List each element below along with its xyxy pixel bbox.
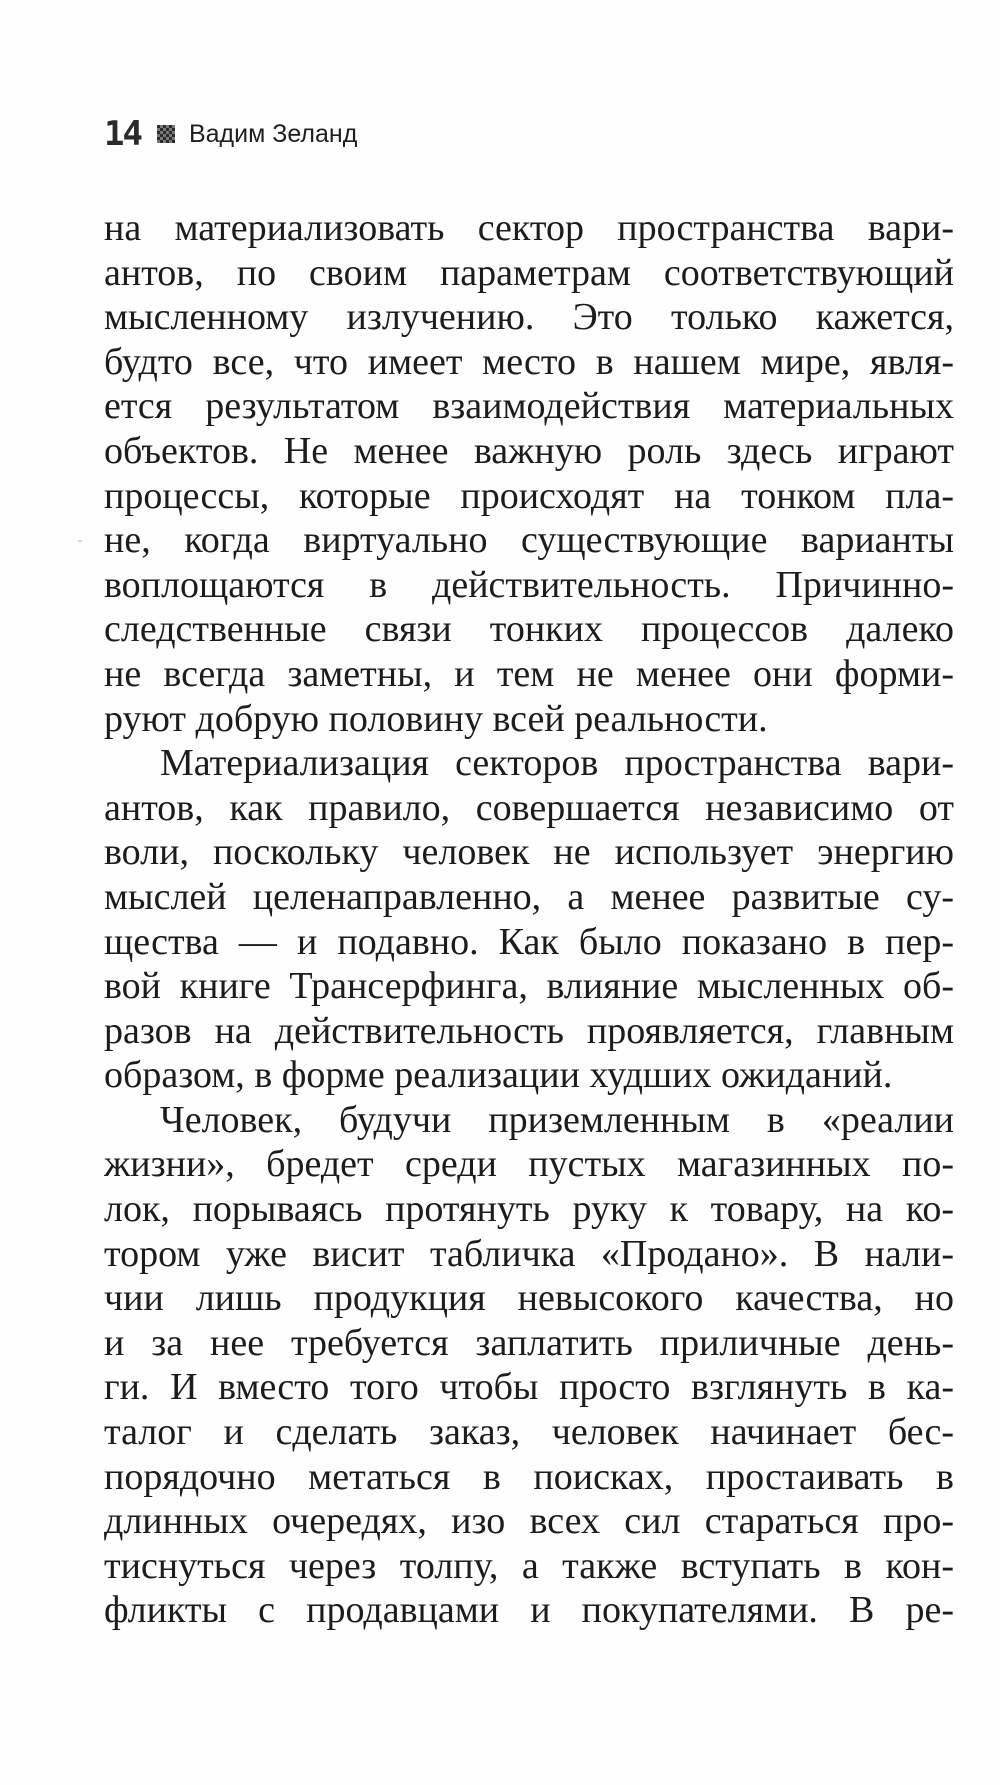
paragraph [104, 1098, 954, 1633]
text-line: разов на действительность проявляется, главным [104, 1009, 954, 1052]
author-name: Вадим Зеланд [188, 119, 358, 148]
text-line: тиснуться через толпу, а также вступать в кон- [104, 1544, 954, 1587]
page-number: 14 [104, 114, 141, 154]
text-line: и за нее требуется заплатить приличные день- [104, 1321, 954, 1364]
text-line: щества — и подавно. Как было показано в пер- [104, 920, 954, 963]
running-head [104, 112, 357, 156]
text-line: лок, порываясь протянуть руку к товару, на ко- [104, 1188, 954, 1231]
text-line: процессы, которые происходят на тонком пла- [104, 474, 954, 517]
text-line: вой книге Трансерфинга, влияние мысленных об- [104, 965, 954, 1008]
text-line: будто все, что имеет место в нашем мире, явля- [104, 340, 954, 383]
text-line: Материализация секторов пространства вари- [160, 742, 954, 785]
text-line: тором уже висит табличка «Продано». В нали- [104, 1232, 954, 1275]
text-line: образом, в форме реализации худших ожиданий. [104, 1054, 893, 1097]
checkered-square-icon [157, 125, 175, 143]
text-line: антов, по своим параметрам соответствующий [104, 251, 954, 294]
paragraph [104, 741, 954, 1098]
text-line: руют добрую половину всей реальности. [104, 697, 768, 740]
text-line: талог и сделать заказ, человек начинает бес- [104, 1411, 954, 1454]
text-line: жизни», бредет среди пустых магазинных по- [104, 1143, 954, 1186]
text-line: не, когда виртуально существующие варианты [104, 519, 954, 562]
text-line: мыслей целенаправленно, а менее развитые су- [104, 875, 954, 918]
text-line: объектов. Не менее важную роль здесь играют [104, 429, 954, 472]
text-line: чии лишь продукция невысокого качества, но [104, 1277, 954, 1320]
text-line: следственные связи тонких процессов далеко [104, 608, 954, 651]
text-line: порядочно метаться в поисках, простаивать в [104, 1455, 954, 1498]
text-line: фликты с продавцами и покупателями. В ре- [104, 1589, 954, 1632]
text-line: ется результатом взаимодействия материальных [104, 385, 954, 428]
text-line: длинных очередях, изо всех сил стараться про- [104, 1500, 954, 1543]
text-line: ги. И вместо того чтобы просто взглянуть в ка- [104, 1366, 954, 1409]
text-line: не всегда заметны, и тем не менее они форми- [104, 652, 954, 695]
paragraph [104, 206, 954, 741]
text-line: мысленному излучению. Это только кажется, [104, 296, 954, 339]
text-line: воли, поскольку человек не использует энергию [104, 831, 954, 874]
body-text [104, 206, 954, 1633]
text-line: воплощаются в действительность. Причинно- [104, 563, 954, 606]
text-line: антов, как правило, совершается независимо от [104, 786, 954, 829]
text-line: Человек, будучи приземленным в «реалии [160, 1098, 954, 1141]
text-line: на материализовать сектор пространства вари- [104, 207, 954, 249]
paper-speck [78, 540, 82, 542]
